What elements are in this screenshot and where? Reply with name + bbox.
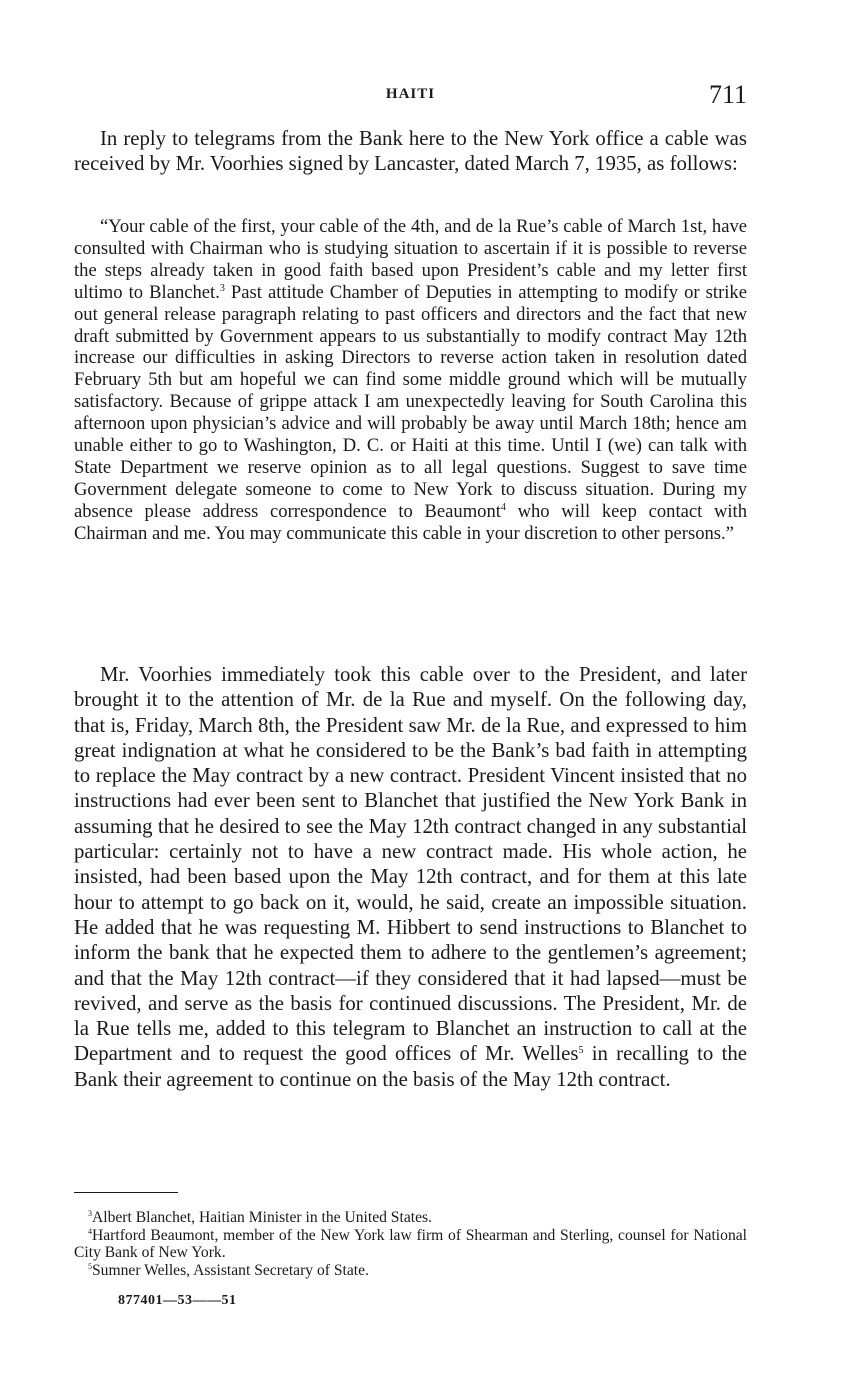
footnote-ref: 5	[578, 1045, 584, 1057]
footnote-text: Sumner Welles, Assistant Secretary of State.	[92, 1261, 369, 1279]
footnote-ref: 3	[219, 282, 225, 294]
footnote-marker: 5	[88, 1261, 92, 1271]
footnote-marker: 3	[88, 1209, 92, 1218]
quote-text-part: Past attitude Chamber of Deputies in attempting to modify or strike out general release paragraph relating to past officers and directors and the fact that new draft submitted by Government appears to us substantially to modify contract May 12th increase our difficulties in asking Directors to reverse action taken in resolution dated February 5th but am hopeful we can find some middle ground which will be mutually satisfactory. Because of grippe attack I am unexpectedly leaving for South Carolina this afternoon upon physician’s advice and will probably be away until March 18th; hence am unable either to go to Washington, D. C. or Haiti at this time. Until I (we) can talk with State Department we reserve opinion as to all legal questions. Suggest to save time Government delegate someone to come to New York to discuss situation. During my absence please address correspondence to Beaumont	[74, 281, 747, 522]
page-number: 711	[708, 80, 747, 109]
footnote-text: Albert Blanchet, Haitian Minister in the United States.	[92, 1209, 432, 1226]
footnote-marker: 4	[88, 1226, 92, 1236]
footnote-item	[74, 1227, 747, 1262]
print-code: 877401—53——51	[118, 1293, 237, 1308]
paragraph-text-part: Mr. Voorhies immediately took this cable over to the President, and later brought it to the attention of Mr. de la Rue and myself. On the following day, that is, Friday, March 8th, the President saw Mr. de la Rue, and expressed to him great indignation at what he considered to be the Bank’s bad faith in attempting to replace the May contract by a new contract. President Vincent insisted that no instructions had ever been sent to Blanchet that justified the New York Bank in assuming that he desired to see the May 12th contract changed in any substantial particular: certainly not to have a new contract made. His whole action, he insisted, had been based upon the May 12th contract, and for them at this late hour to attempt to go back on it, would, he said, create an impossible situation. He added that he was requesting M. Hibbert to send instructions to Blanchet to inform the bank that he expected them to adhere to the gentlemen’s agreement; and that the May 12th contract—if they considered that it had lapsed—must be revived, and serve as the basis for continued discussions. The President, Mr. de la Rue tells me, added to this telegram to Blanchet an instruction to call at the Department and to request the good offices of Mr. Welles	[74, 663, 747, 1066]
quote-text-part: “Your cable of the first, your cable of the 4th, and de la Rue’s cable of March 1st, have consulted with Chairman who is studying situation to ascertain if it is possible to reverse the steps already taken in good faith based upon President’s cable and my letter first ultimo to Blanchet.	[74, 216, 747, 303]
paragraph-president-response	[74, 662, 747, 1092]
quote-text-part: who will keep contact with Chairman and me. You may communicate this cable in your discretion to other persons.”	[74, 500, 748, 544]
footnote-ref: 4	[500, 501, 506, 513]
paragraph-text-part: in recalling to the Bank their agreement to continue on the basis of the May 12th contract.	[74, 1042, 747, 1091]
running-head: HAITI	[385, 86, 436, 102]
paragraph-intro: In reply to telegrams from the Bank here to the New York office a cable was received by Mr. Voorhies signed by Lancaster, dated March 7, 1935, as follows:	[74, 127, 747, 176]
footnote-item	[74, 1262, 747, 1280]
footnote-divider	[74, 1192, 178, 1193]
footnotes	[74, 1209, 747, 1279]
quoted-cable	[74, 216, 747, 545]
page-header	[74, 80, 747, 110]
footnote-text: Hartford Beaumont, member of the New York law firm of Shearman and Sterling, counsel for National City Bank of New York.	[74, 1226, 747, 1262]
footnote-item	[74, 1209, 747, 1227]
